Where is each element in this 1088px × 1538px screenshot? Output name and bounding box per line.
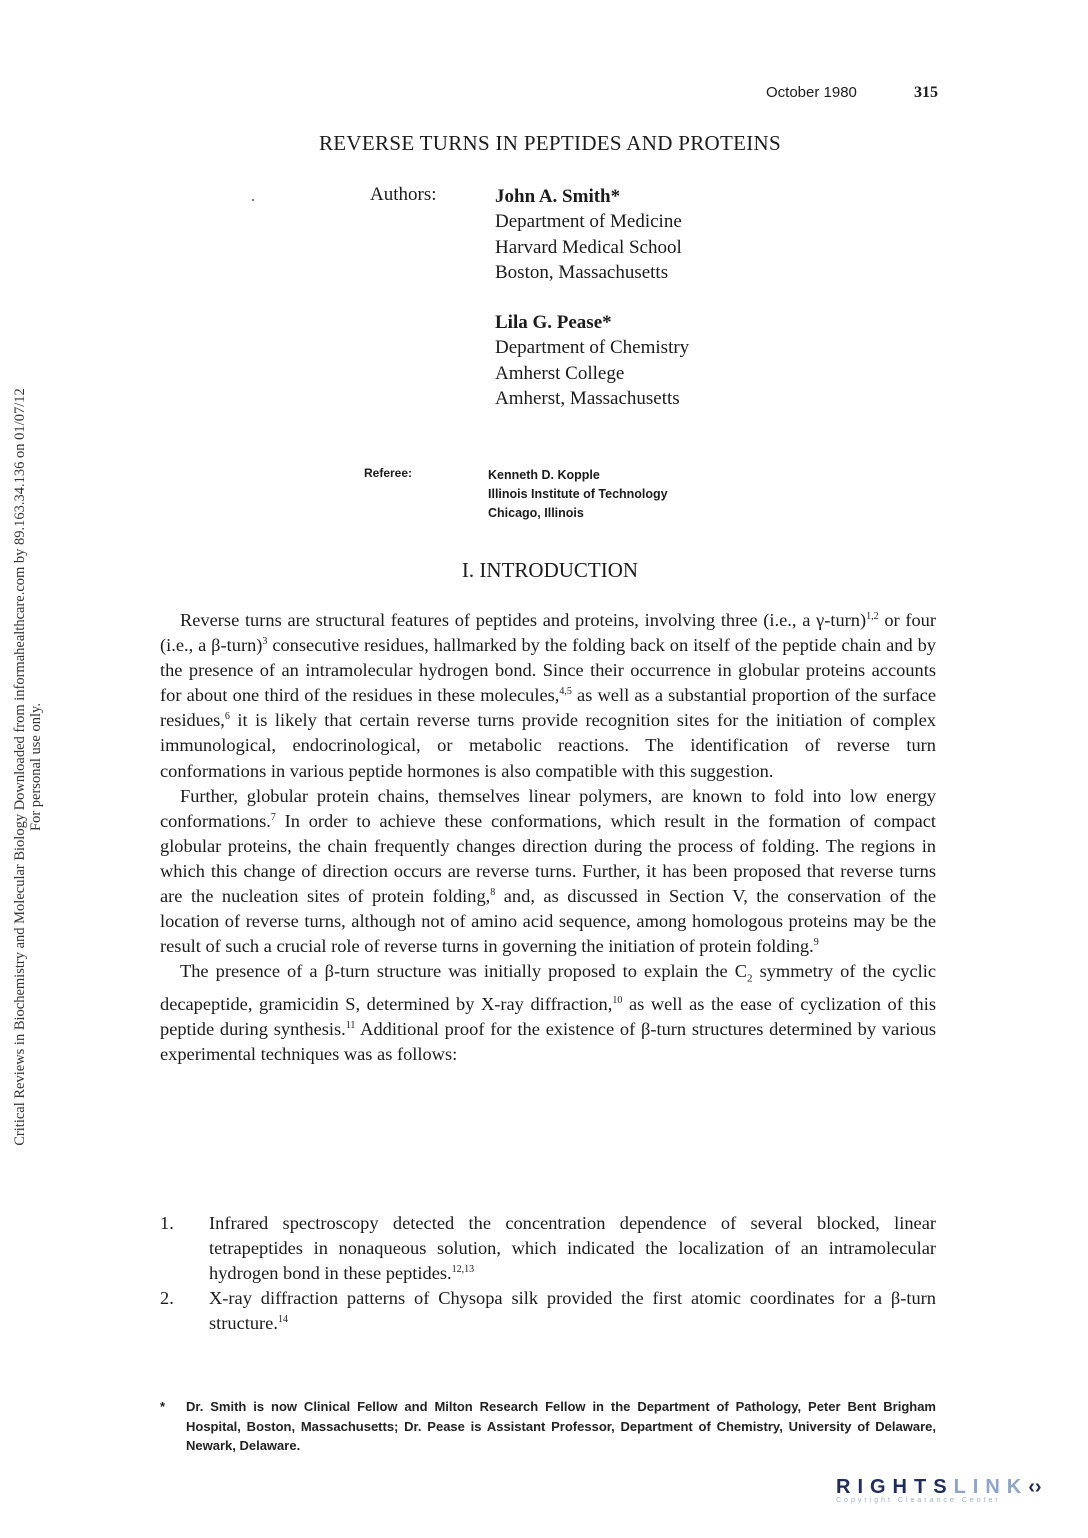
paragraph-3 [160, 959, 936, 1067]
text-run: or four (i.e., a β-turn) [160, 610, 936, 656]
list-text [209, 1286, 936, 1336]
author-2 [495, 310, 689, 411]
referee-name: Kenneth D. Kopple [488, 468, 600, 482]
author-location: Amherst, Massachusetts [495, 387, 680, 409]
logo-light-text: LINK [953, 1476, 1029, 1498]
list-item [160, 1211, 936, 1286]
footnote [160, 1397, 936, 1456]
numbered-list [160, 1211, 936, 1336]
section-heading: I. INTRODUCTION [461, 558, 639, 582]
author-name: John A. Smith* [495, 186, 621, 207]
referee-block [488, 466, 668, 523]
citation: 12,13 [451, 1264, 475, 1276]
authors-label: Authors: [370, 184, 437, 205]
text-run: symmetry of the cyclic decapeptide, gramicidin S, determined by X-ray diffraction, [160, 961, 936, 1015]
citation: 3 [262, 635, 268, 647]
body-text [160, 608, 936, 1067]
author-dept: Department of Chemistry [495, 337, 690, 359]
citation: 4,5 [559, 686, 572, 698]
text-run: X-ray diffraction patterns of Chysopa silk provided the first atomic coordinates for a β-turn structure. [209, 1288, 936, 1334]
list-item [160, 1286, 936, 1336]
list-text [209, 1211, 936, 1286]
list-number: 2. [160, 1288, 174, 1309]
author-1 [495, 184, 682, 285]
author-location: Boston, Massachusetts [495, 261, 669, 283]
text-run: Reverse turns are structural features of peptides and proteins, involving three (i.e., a γ-turn) [180, 610, 867, 630]
author-institution: Harvard Medical School [495, 236, 682, 258]
text-run: The presence of a β-turn structure was initially proposed to explain the C [180, 961, 747, 982]
author-dept: Department of Medicine [495, 211, 682, 233]
referee-label: Referee: [364, 466, 413, 480]
citation: 7 [270, 811, 276, 823]
footnote-text: Dr. Smith is now Clinical Fellow and Milton Research Fellow in the Department of Pathology, Peter Bent Brigham Hospital, Boston, Massachusetts; Dr. Pease is Assistant Professor, Department of Chemistry, University of Delaware, Newark, Delaware. [186, 1399, 936, 1453]
list-number: 1. [160, 1213, 174, 1233]
text-run: it is likely that certain reverse turns provide recognition sites for the initiation of complex immunological, endocrinological, or metabolic reactions. The identification of reverse turn conformations in various peptide hormones is also compatible with this suggestion. [160, 710, 936, 781]
referee-institution: Illinois Institute of Technology [488, 487, 668, 501]
citation: 1,2 [866, 610, 879, 622]
link-chevron-icon: ‹› [1028, 1476, 1042, 1498]
article-title: REVERSE TURNS IN PEPTIDES AND PROTEINS [319, 131, 781, 155]
stray-mark [252, 199, 254, 201]
text-run: Infrared spectroscopy detected the concentration dependence of several blocked, linear tetrapeptides in nonaqueous solution, which indicated the localization of an intramolecular hydrogen bond in these peptides. [209, 1213, 936, 1284]
download-note: Critical Reviews in Biochemistry and Molecular Biology Downloaded from informahealthcare.com by 89.163.34.136 on 01/07/12 [12, 388, 28, 1146]
paragraph-1 [160, 608, 936, 784]
citation: 11 [345, 1020, 356, 1032]
referee-location: Chicago, Illinois [488, 506, 584, 520]
rightslink-logo[interactable] [836, 1476, 1046, 1504]
text-run: Further, globular protein chains, themselves linear polymers, are known to fold into low energy conformations. [160, 785, 936, 831]
citation: 8 [490, 886, 496, 898]
citation: 14 [277, 1314, 288, 1326]
page-number: 315 [914, 84, 938, 101]
citation: 9 [813, 937, 819, 949]
text-run: In order to achieve these conformations, which result in the formation of compact globular proteins, the chain frequently changes direction during the process of folding. The regions in which this change of direction occurs are reverse turns. Further, it has been proposed that reverse turns are the nucleation sites of protein folding, [160, 810, 936, 907]
logo-dark-text: RIGHTS [836, 1476, 954, 1498]
side-watermark [0, 332, 56, 1202]
footnote-mark: * [160, 1399, 166, 1414]
author-institution: Amherst College [495, 362, 625, 384]
header-date: October 1980 [766, 84, 857, 101]
personal-use-note: For personal use only. [28, 703, 44, 831]
logo-subtitle: Copyright Clearance Center [836, 1497, 1001, 1504]
text-run: consecutive residues, hallmarked by the folding back on itself of the peptide chain and by the presence of an intramolecular hydrogen bond. Since their occurrence in globular proteins accounts for about one third of the residues in these molecules, [160, 635, 936, 706]
text-run: and, as discussed in Section V, the conservation of the location of reverse turns, although not of amino acid sequence, among homologous proteins may be the result of such a crucial role of reverse turns in governing the initiation of protein folding. [160, 886, 936, 957]
citation: 10 [612, 994, 623, 1006]
citation: 6 [224, 711, 230, 723]
author-name: Lila G. Pease* [495, 312, 612, 333]
paragraph-2 [160, 784, 936, 960]
text-run: Additional proof for the existence of β-turn structures determined by various experimental techniques was as follows: [160, 1019, 936, 1065]
text-run: as well as a substantial proportion of the surface residues, [160, 685, 936, 731]
subscript: 2 [747, 972, 753, 985]
text-run: as well as the ease of cyclization of this peptide during synthesis. [160, 994, 936, 1040]
